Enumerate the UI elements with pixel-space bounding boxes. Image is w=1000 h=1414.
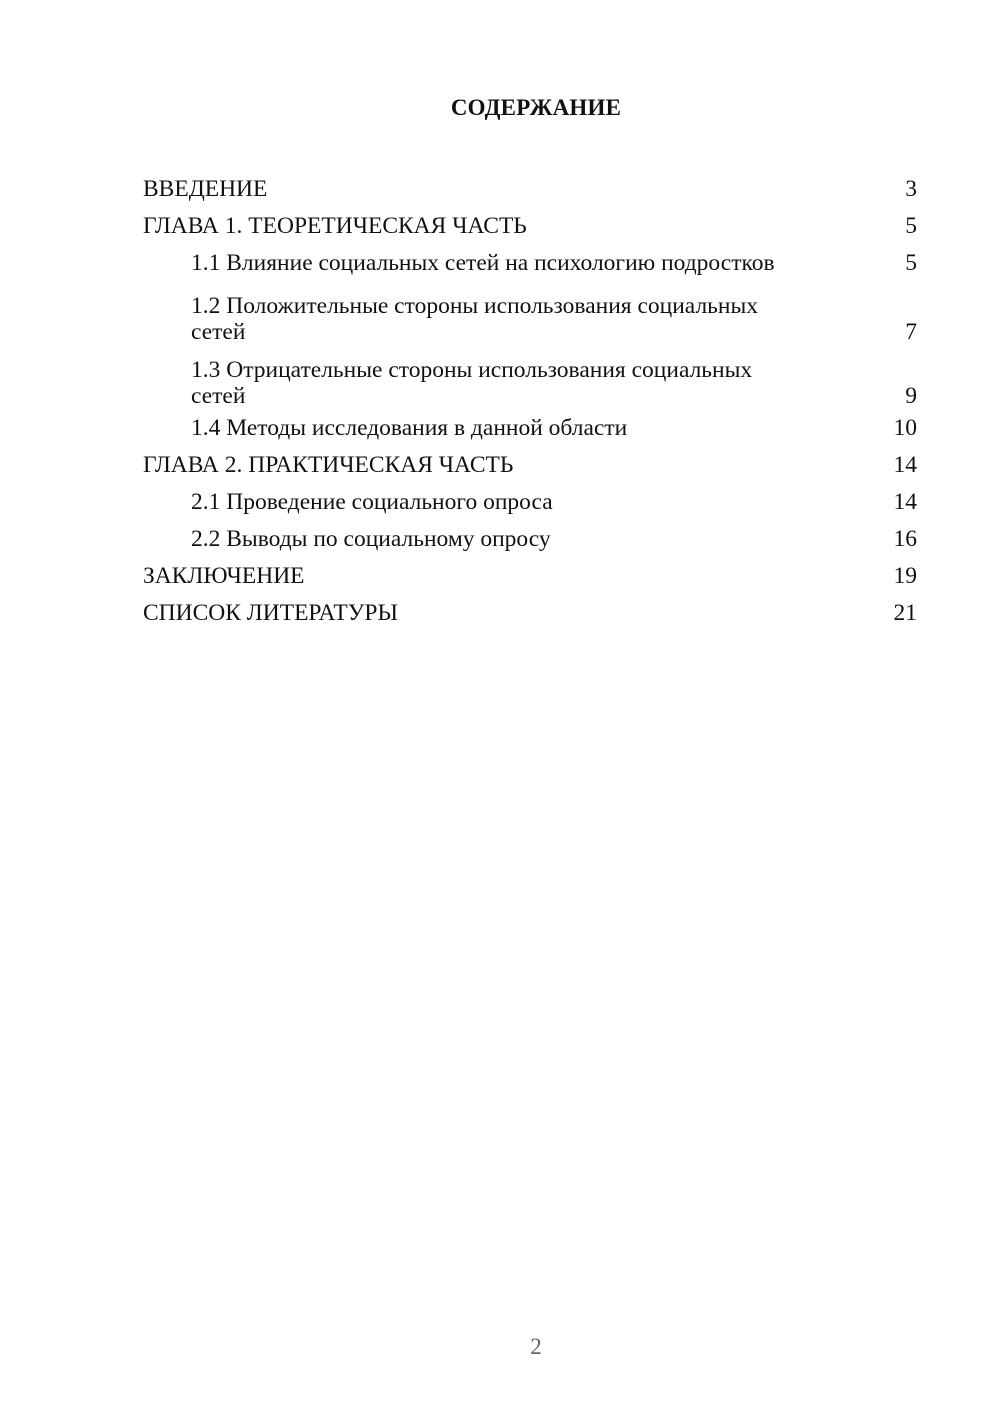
toc-entry-page: 5 bbox=[905, 212, 917, 239]
toc-entry-label: 1.2 Положительные стороны использования социальных сетей bbox=[191, 293, 759, 345]
toc-entry-label: СПИСОК ЛИТЕРАТУРЫ bbox=[143, 599, 398, 626]
toc-entry-section-1-4[interactable] bbox=[143, 409, 920, 446]
toc-entry-section-2-2[interactable] bbox=[143, 520, 920, 557]
toc-entry-label: 2.1 Проведение социального опроса bbox=[191, 488, 553, 515]
toc-entry-page: 3 bbox=[905, 175, 917, 202]
toc-entry-section-1-3[interactable] bbox=[143, 345, 920, 409]
toc-entry-page: 5 bbox=[905, 249, 917, 276]
toc-entry-page: 7 bbox=[905, 319, 917, 345]
toc-entry-page: 10 bbox=[893, 414, 917, 441]
toc-entry-conclusion[interactable] bbox=[143, 557, 920, 594]
page-title: СОДЕРЖАНИЕ bbox=[450, 95, 622, 120]
toc-entry-section-1-1[interactable] bbox=[143, 244, 920, 281]
toc-entry-page: 9 bbox=[905, 383, 917, 409]
toc-entry-section-1-2[interactable] bbox=[143, 281, 920, 345]
toc-entry-label: 1.1 Влияние социальных сетей на психологию подростков bbox=[191, 249, 775, 276]
toc-entry-label: ЗАКЛЮЧЕНИЕ bbox=[143, 562, 305, 589]
toc-entry-page: 14 bbox=[893, 451, 917, 478]
toc-entry-label: 1.3 Отрицательные стороны использования социальных сетей bbox=[191, 357, 753, 409]
toc-entry-page: 19 bbox=[893, 562, 917, 589]
toc-entry-page: 21 bbox=[893, 599, 917, 626]
toc-entry-label: 2.2 Выводы по социальному опросу bbox=[191, 525, 551, 552]
toc-entry-page: 16 bbox=[893, 525, 917, 552]
toc-entry-section-2-1[interactable] bbox=[143, 483, 920, 520]
toc-entry-label: ГЛАВА 2. ПРАКТИЧЕСКАЯ ЧАСТЬ bbox=[143, 451, 514, 478]
toc-entry-page: 14 bbox=[893, 488, 917, 515]
toc-entry-introduction[interactable] bbox=[143, 170, 920, 207]
toc-entry-label: 1.4 Методы исследования в данной области bbox=[191, 414, 628, 441]
toc-entry-references[interactable] bbox=[143, 594, 920, 631]
toc-entry-label: ВВЕДЕНИЕ bbox=[143, 175, 268, 202]
page-number: 2 bbox=[530, 1334, 542, 1359]
table-of-contents bbox=[143, 170, 920, 631]
toc-entry-chapter-2[interactable] bbox=[143, 446, 920, 483]
toc-entry-label: ГЛАВА 1. ТЕОРЕТИЧЕСКАЯ ЧАСТЬ bbox=[143, 212, 527, 239]
toc-entry-chapter-1[interactable] bbox=[143, 207, 920, 244]
